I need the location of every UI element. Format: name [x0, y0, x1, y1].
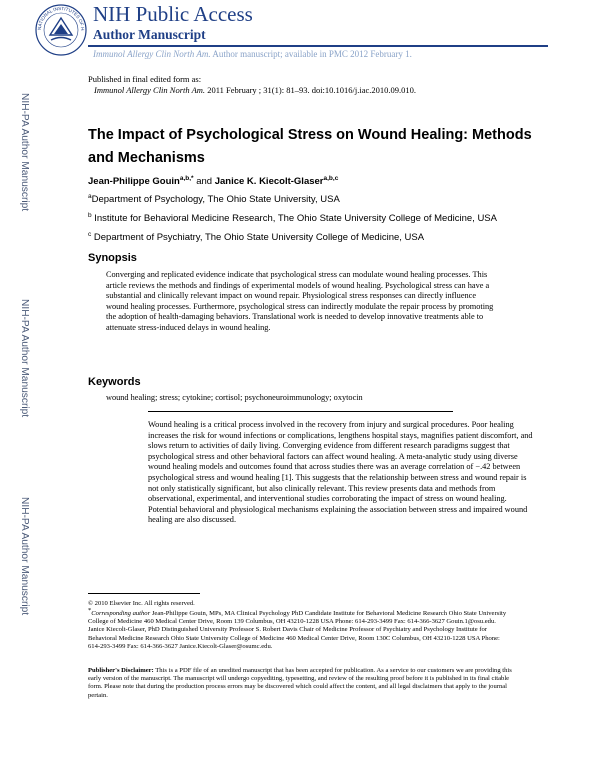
svg-text:NATIONAL INSTITUTES OF HEALTH: NATIONAL INSTITUTES OF H [36, 5, 86, 31]
side-label-top: NIH-PA Author Manuscript [19, 93, 30, 212]
publisher-disclaimer: Publisher's Disclaimer: This is a PDF file of an unedited manuscript that has been accepted for publication. As a service to our customers we are providing this early version of the manuscript. The manuscript will undergo copyediting, typesetting, and review of the resulting proof before it is published in its final citable form. Please note that during the production process errors may be discovered which could affect the content, and all legal disclaimers that apply to the journal pertain. [88, 667, 512, 699]
author-2: Janice K. Kiecolt-Glaser [214, 176, 324, 187]
keywords-list: wound healing; stress; cytokine; cortisol; psychoneuroimmunology; oxytocin [106, 393, 363, 402]
affiliation-c: $^c$ Department of Psychiatry, The Ohio State University College of Medicine, USA [88, 230, 425, 243]
footnote-divider [88, 593, 200, 594]
intro-divider [148, 411, 453, 412]
keywords-heading: Keywords [88, 376, 141, 388]
article-title: The Impact of Psychological Stress on Wound Healing: Methods and Mechanisms [88, 127, 532, 166]
author-manuscript-label: Author Manuscript [93, 27, 206, 42]
affiliation-a: $^a$Department of Psychology, The Ohio State University, USA [88, 192, 340, 205]
nih-public-access-title: NIH Public Access [93, 2, 253, 26]
copyright-notice: © 2010 Elsevier Inc. All rights reserved. [88, 600, 195, 607]
affiliation-b: $^b$ Institute for Behavioral Medicine Research, The Ohio State University College of Medicine, USA [88, 211, 497, 224]
synopsis-heading: Synopsis [88, 252, 137, 264]
citation: Immunol Allergy Clin North Am. 2011 February ; 31(1): 81–93. doi:10.1016/j.iac.2010.09.010. [94, 85, 417, 95]
header-divider [88, 45, 548, 47]
corresponding-author-note: *Corresponding author Jean-Philippe Gouin, MPs, MA Clinical Psychology PhD Candidate Institute for Behavioral Medicine Research Ohio State University College of Medicine 460 Medical Center Drive, Room 139 Columbus, OH 43210-1228 USA Phone: 614-293-3499 Fax: 614-366-3627 Gouin.1@osu.edu. Janice Kiecolt-Glaser, PhD Distinguished University Professor S. Robert Davis Chair of Medicine Professor of Psychiatry and Psychology Institute for Behavioral Medicine Research Ohio State University College of Medicine 460 Medical Center Drive, Room 130C Columbus, OH 43210-1228 USA Phone: 614-293-3499 Fax: 614-366-3627 Janice.Kiecolt-Glaser@osumc.edu. [88, 606, 507, 650]
author-1: Jean-Philippe Gouin [88, 176, 180, 187]
introduction-text: Wound healing is a critical process involved in the recovery from injury and surgical procedures. Poor healing increases the risk for wound infections or complications, lengthens hospital stays, magnifies patient discomfort, and slows return to activities of daily living. Converging evidence from different research paradigms suggest that psychological stress and other behavioral factors can affect wound healing. A meta-analytic study using diverse wound healing models and outcomes found that across studies there was an average correlation of −.42 between psychological stress and wound healing [1]. This suggests that the relationship between stress and wound repair is not only statistically significant, but also clinically relevant. This review presents data and methods from observational, experimental, and interventional studies corroborating the impact of stress on wound healing. Potential behavioral and physiological mechanisms explaining the association between stress and impaired wound healing are also discussed. [148, 420, 533, 525]
synopsis-text: Converging and replicated evidence indicate that psychological stress can modulate wound healing processes. This article reviews the methods and findings of experimental models of wound healing. Psychological stress can have a substantial and clinically relevant impact on wound repair. Physiological stress responses can directly influence wound healing processes. Furthermore, psychological stress can indirectly modulate the repair process by promoting the adoption of health-damaging behaviors. Translational work is needed to develop innovative treatments able to attenuate stress-induced delays in wound healing. [106, 270, 494, 332]
author-list: Jean-Philippe Gouin$^{a,b,*}$ and Janice K. Kiecolt-Glaser$^{a,b,c}$ [88, 174, 339, 187]
side-label-bottom: NIH-PA Author Manuscript [19, 497, 30, 616]
side-label-middle: NIH-PA Author Manuscript [19, 299, 30, 418]
availability-note: Immunol Allergy Clin North Am. Author manuscript; available in PMC 2012 February 1. [93, 49, 412, 59]
nih-logo [35, 4, 87, 56]
published-form-label: Published in final edited form as: [88, 74, 202, 84]
